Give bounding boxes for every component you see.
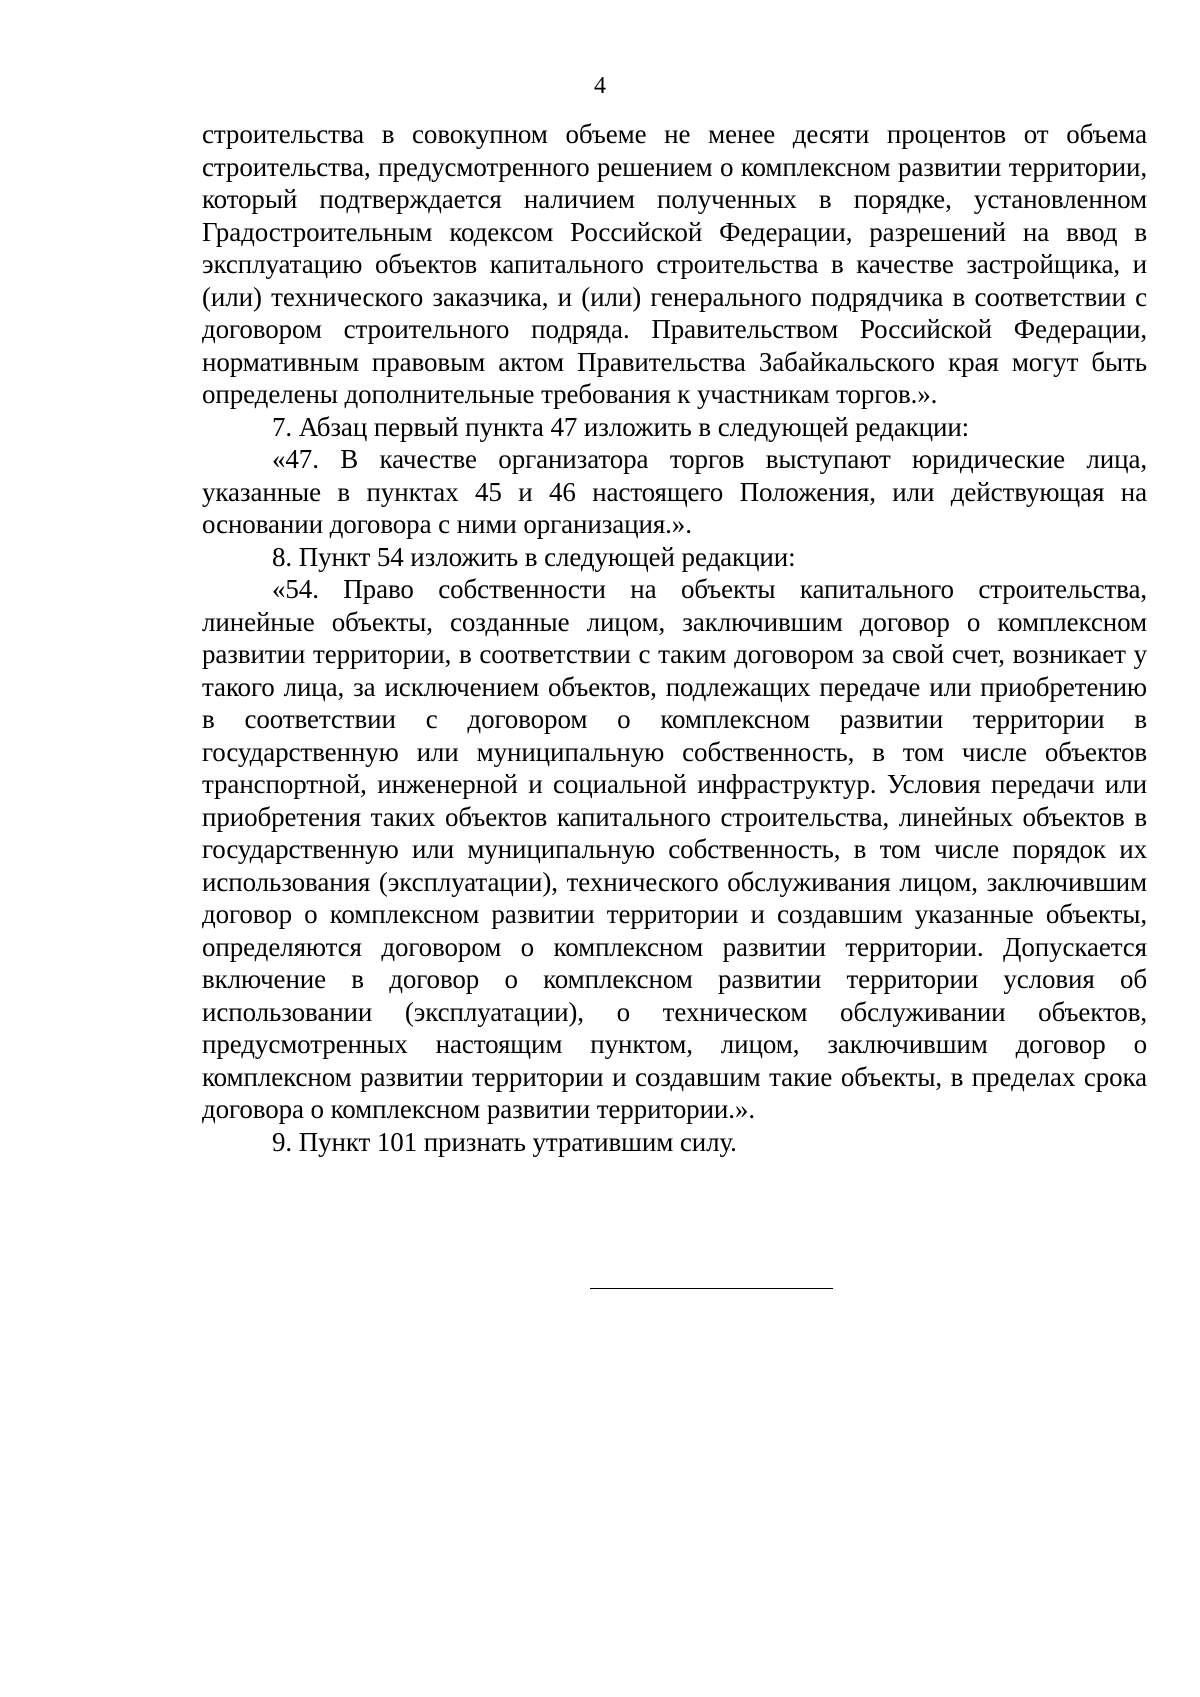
paragraph-item-7: 7. Абзац первый пункта 47 изложить в следующей редакции: <box>272 411 970 442</box>
page-number: 4 <box>594 73 606 99</box>
paragraph-item-8: 8. Пункт 54 изложить в следующей редакции: <box>272 541 796 572</box>
paragraph-continuation: строительства в совокупном объеме не менее десяти процентов от объема строительства, предусмотренного решением о комплексном развитии территории, который подтверждается наличием полученных в порядке, установленном Градостроительным кодексом Российской Федерации, разрешений на ввод в эксплуатацию объектов капитального строительства в качестве застройщика, и (или) технического заказчика, и (или) генерального подрядчика в соответствии с договором строительного подряда. Правительством Российской Федерации, нормативным правовым актом Правительства Забайкальского края могут быть определены дополнительные требования к участникам торгов.». <box>202 119 1147 409</box>
paragraph-item-9: 9. Пункт 101 признать утратившим силу. <box>272 1126 737 1157</box>
paragraph-quote-47: «47. В качестве организатора торгов выступают юридические лица, указанные в пунктах 45 и 46 настоящего Положения, или действующая на основании договора с ними организация.». <box>202 444 1147 539</box>
paragraph-quote-54: «54. Право собственности на объекты капитального строительства, линейные объекты, созданные лицом, заключившим договор о комплексном развитии территории, в соответствии с таким договором за свой счет, возникает у такого лица, за исключением объектов, подлежащих передаче или приобретению в соответствии с договором о комплексном развитии территории в государственную или муниципальную собственность, в том числе объектов транспортной, инженерной и социальной инфраструктур. Условия передачи или приобретения таких объектов капитального строительства, линейных объектов в государственную или муниципальную собственность, в том числе порядок их использования (эксплуатации), технического обслуживания лицом, заключившим договор о комплексном развитии территории и создавшим указанные объекты, определяются договором о комплексном развитии территории. Допускается включение в договор о комплексном развитии территории условия об использовании (эксплуатации), о техническом обслуживании объектов, предусмотренных настоящим пунктом, лицом, заключившим договор о комплексном развитии территории и создавшим такие объекты, в пределах срока договора о комплексном развитии территории.». <box>202 574 1147 1124</box>
document-body <box>202 118 1147 1158</box>
closing-divider-line <box>590 1288 833 1289</box>
